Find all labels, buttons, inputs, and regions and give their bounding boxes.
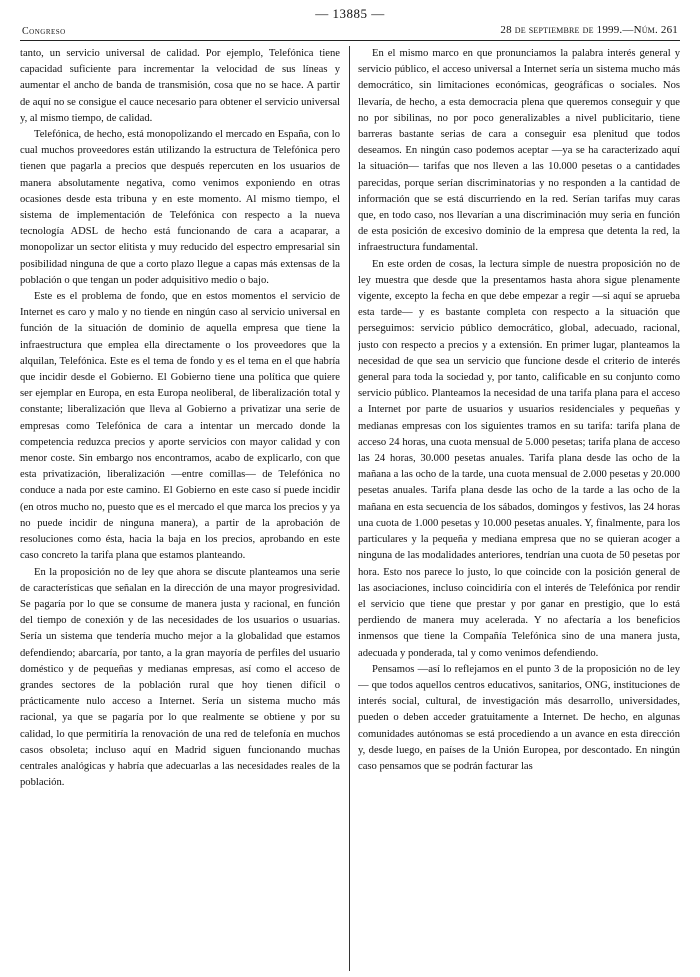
paragraph: Este es el problema de fondo, que en estos momentos el servicio de Internet es caro y malo y no tiende en ningún caso al servicio universal en función de la situación de dominio de aquella empresa que tiene la infraestructura que emplea ella directamente o los proveedores que la alquilan, Telefónica. Este es el tema de fondo y es el tema en el que habría que incidir desde el Gobierno. El Gobierno tiene una política que quiere ser ejemplar en Europa, en esta Europa neoliberal, de liberalización total y constante; liberalización que lleva al Gobierno a privatizar una serie de empresas como Telefónica de cara a intentar un mercado donde la competencia reduzca precios y aporte servicios con mayor calidad y con menor coste. Sin embargo nos encontramos, acabo de explicarlo, con que esta privatización, liberalización —entre comillas— de Telefónica no conduce a nada por este camino. El Gobierno en este caso sí puede incidir (en otros mucho no, puesto que es el mercado el que marca los precios y ya no puede incidir de ninguna manera), a partir de la aprobación de resoluciones como ésta, hacia la baja en los precios, aprobando en este caso concreto la tarifa plana que estamos planteando. <box>20 291 340 562</box>
paragraph: tanto, un servicio universal de calidad. Por ejemplo, Telefónica tiene capacidad suficiente para incrementar la velocidad de sus líneas y aumentar el ancho de banda de transmisión, cosa que no se hace. A partir de aquí no se consigue el cauce necesario para obtener el servicio universal y, al mismo tiempo, de calidad. <box>20 48 340 124</box>
paragraph: En el mismo marco en que pronunciamos la palabra interés general y servicio público, el acceso universal a Internet sería un sistema mucho más democrático, sin limitaciones económicas, geográficas o sociales. Nos llevaría, de hecho, a esta democracia plena que queremos conseguir y que no por sibilinas, no por poco generalizables a nivel publicitario, tiene barreras bastante serias de cara a conseguir esa plenitud que todos deseamos. En ningún caso podemos aceptar —ya se ha caracterizado aquí la situación— tarifas que nos lleven a las 10.000 pesetas o a cantidades parecidas, porque serían discriminatorias y no responden a la cantidad de información que se está discurriendo en la red. Serían tarifas muy caras que, en todo caso, nos llevarían a una discriminación muy seria en función de esta posición de excesivo dominio de la empresa que detenta la red, la infraestructura fundamental. <box>358 48 680 254</box>
left-column <box>20 46 340 971</box>
paragraph: En la proposición no de ley que ahora se discute planteamos una serie de características que señalan en la dirección de una mayor progresividad. Se pagaría por lo que se consume de manera justa y racional, en función del tiempo de conexión y de las necesidades de los usuarios o usuarias. Sería un sistema que tendería mucho mejor a la globalidad que estamos defendiendo; abarcaría, por tanto, a la gran mayoría de perfiles del usuario doméstico y de pequeñas y medianas empresas, así como el acceso de grandes sectores de la población rural que hoy tienen difícil o prácticamente nulo acceso a Internet. Sería un sistema mucho más racional, ya que se pagaría por lo que realmente se obtiene y por su calidad, lo que permitiría la renovación de una red de telefonía en muchos casos obsoleta; incluso aquí en Madrid siguen funcionando muchas centrales analógicas y habría que adecuarlas a las necesidades reales de la población. <box>20 566 340 789</box>
paragraph: Telefónica, de hecho, está monopolizando el mercado en España, con lo cual muchos proveedores están utilizando la estructura de Telefónica pero tienen que pagarla a precios que después repercuten en los usuarios de manera absolutamente negativa, como venimos exponiendo en otras ocasiones desde esta tribuna y en este momento. Al mismo tiempo, el sistema de implementación de Telefónica con respecto a la nueva tecnología ADSL de hecho está funcionando de cara a acaparar, a monopolizar un sector elitista y muy reducido del espectro empresarial sin posibilidad ninguna de que a corto plazo llegue a capas más extensas de la población o que tengan un poder adquisitivo medio o bajo. <box>20 129 340 286</box>
publication-name: Congreso <box>22 26 66 37</box>
date-issue: 28 de septiembre de 1999.—Núm. 261 <box>500 24 678 36</box>
paragraph: Pensamos —así lo reflejamos en el punto 3 de la proposición no de ley— que todos aquellos centros educativos, sanitarios, ONG, instituciones de interés social, cultural, de investigación más desarrollo, universidades, pueden o deben acceder gratuitamente a Internet. De hecho, en algunas comunidades autónomas se está procediendo a un avance en esta dirección y, desde luego, en países de la Unión Europea, por descontado. En ningún caso pensamos que se podrán facturar las <box>358 663 680 772</box>
page-number: — 13885 — <box>315 6 385 21</box>
column-divider <box>349 46 350 971</box>
paragraph: En este orden de cosas, la lectura simple de nuestra proposición no de ley muestra que desde que la presentamos hasta ahora sigue plenamente vigente, excepto la fecha en que debe empezar a regir —si aquí se aprueba esta tarde— y es bastante completa con respecto a la situación que perseguimos: servicio público democrático, global, adecuado, racional, justo con respecto a precios y a extensión. En primer lugar, planteamos la necesidad de que sea un servicio que funcione desde el criterio de interés general para toda la sociedad y, por tanto, calificable en su conjunto como servicio público. Planteamos la necesidad de una tarifa plana para el acceso a Internet por parte de usuarios y usuarios residenciales y pequeñas y medianas empresas con los siguientes tramos en su tarifa: tarifa plana de acceso 24 horas, una cuota mensual de 5.000 pesetas; tarifa plana de acceso las 24 horas, 30.000 pesetas anuales. Tarifa plana desde las ocho de la mañana a las ocho de la tarde, una cuota mensual de 2.000 pesetas y 20.000 pesetas anuales. Tarifa plana desde las ocho de la tarde a las ocho de la mañana en esta secuencia de los sábados, domingos y festivos, las 24 horas una cuota de 1.000 pesetas y 10.000 pesetas anuales. Y, finalmente, para los particulares y la pequeña y mediana empresa que no se quieran acoger a ninguna de las modalidades anteriores, tendrían una cuota de 50 pesetas por hora. Esto nos parece lo justo, lo que coincide con la posición general de las asociaciones, incluso coincidiría con el interés de Telefónica por rendir el servicio que tiene que prestar y por ganar en prestigio, que lo está perdiendo de manera muy acelerada. Y no afectaría a los beneficios inmensos que tiene la Compañía Telefónica sino de una manera justa, adecuada y ponderada, tal y como venimos defendiendo. <box>358 258 680 659</box>
header-rule <box>20 40 680 41</box>
right-column <box>358 46 680 971</box>
